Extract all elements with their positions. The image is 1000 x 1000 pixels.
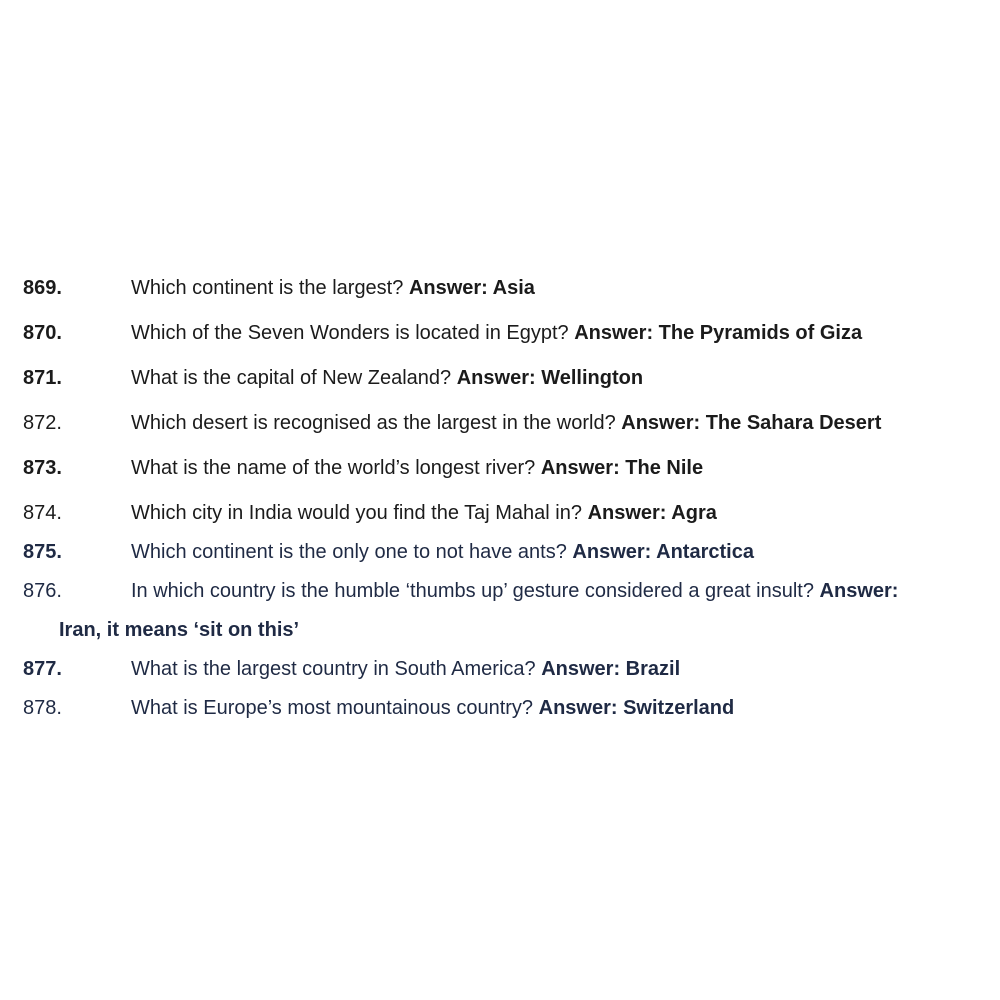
answer-text: Answer: Wellington — [456, 367, 644, 389]
question-text: In which country is the humble ‘thumbs up’ gesture considered a great insult? — [131, 580, 814, 602]
question-line — [131, 540, 754, 564]
question-text: What is the name of the world’s longest river? — [131, 457, 536, 479]
question-number: 877. — [23, 658, 62, 680]
question-line — [131, 579, 898, 603]
question-text: What is Europe’s most mountainous country? — [131, 697, 534, 719]
question-line — [131, 321, 862, 345]
question-line — [131, 696, 734, 720]
question-line — [131, 366, 643, 390]
question-number: 873. — [23, 457, 62, 479]
answer-text: Answer: Antarctica — [572, 541, 754, 563]
question-line — [131, 456, 703, 480]
answer-text: Answer: Asia — [408, 277, 535, 299]
answer-text: Answer: Agra — [587, 502, 717, 524]
question-text: Which continent is the only one to not have ants? — [131, 541, 567, 563]
question-text: What is the largest country in South America? — [131, 658, 536, 680]
question-line — [131, 276, 535, 300]
question-number: 871. — [23, 367, 62, 389]
question-number: 870. — [23, 322, 62, 344]
answer-text: Answer: Switzerland — [538, 697, 735, 719]
question-number: 875. — [23, 541, 62, 563]
question-number: 878. — [23, 697, 62, 719]
answer-text: Answer: The Pyramids of Giza — [574, 322, 863, 344]
question-line — [131, 657, 680, 681]
question-number: 872. — [23, 412, 62, 434]
answer-text: Answer: — [819, 580, 899, 602]
question-text: Which desert is recognised as the largest in the world? — [131, 412, 616, 434]
question-text: Which of the Seven Wonders is located in Egypt? — [131, 322, 569, 344]
question-text: What is the capital of New Zealand? — [131, 367, 452, 389]
answer-text: Answer: Brazil — [541, 658, 681, 680]
question-line — [131, 411, 881, 435]
question-line — [131, 501, 717, 525]
answer-text: Answer: The Nile — [540, 457, 704, 479]
answer-text: Answer: The Sahara Desert — [621, 412, 882, 434]
question-text: Which continent is the largest? — [131, 277, 404, 299]
question-number: 874. — [23, 502, 62, 524]
question-text: Which city in India would you find the Taj Mahal in? — [131, 502, 582, 524]
question-number: 876. — [23, 580, 62, 602]
answer-continuation: Iran, it means ‘sit on this’ — [59, 619, 300, 641]
question-number: 869. — [23, 277, 62, 299]
